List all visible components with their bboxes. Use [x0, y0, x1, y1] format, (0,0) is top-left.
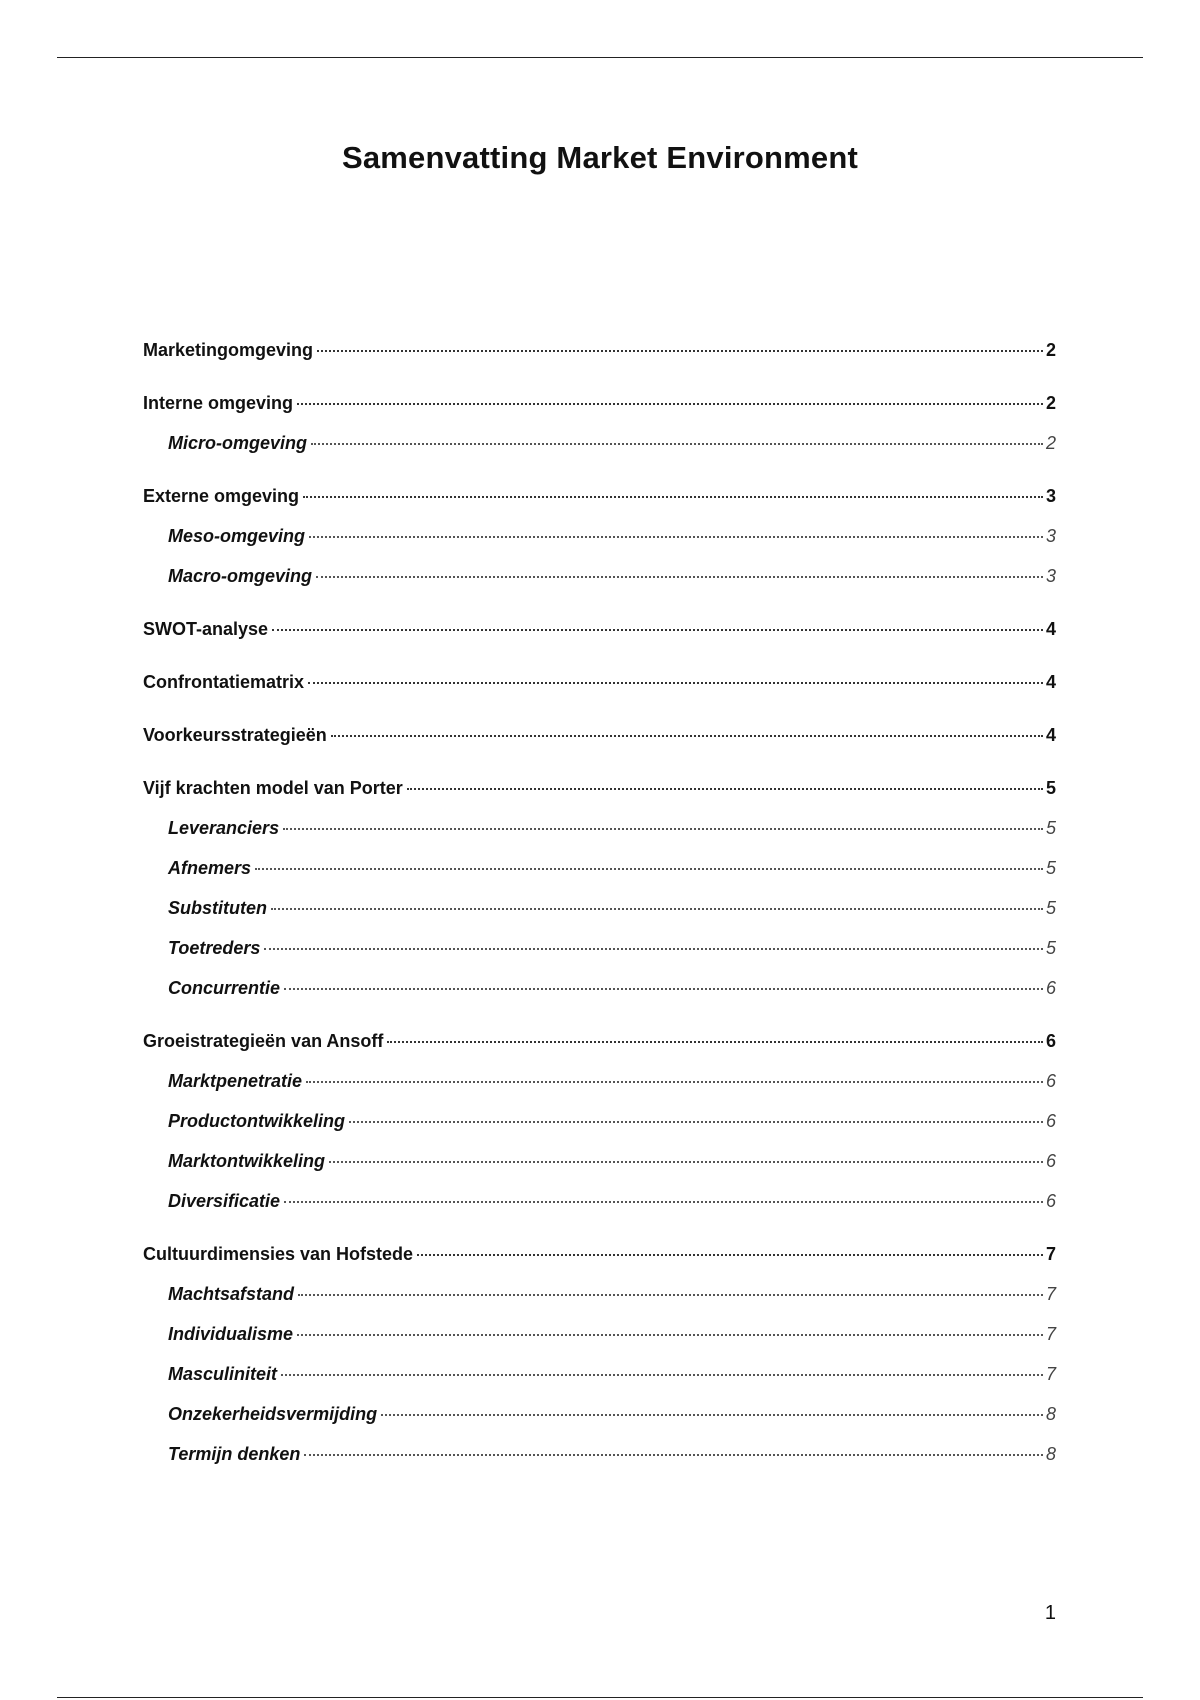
- toc-dot-leader: [317, 350, 1043, 352]
- toc-subentry[interactable]: [143, 1284, 1056, 1313]
- toc-entry-page: 8: [1045, 1444, 1056, 1464]
- toc-entry-page: 6: [1045, 1071, 1056, 1091]
- toc-dot-leader: [309, 536, 1043, 538]
- toc-entry-page: 6: [1045, 1191, 1056, 1211]
- toc-entry-page: 2: [1045, 340, 1056, 360]
- toc-entry-label: Voorkeursstrategieën: [143, 725, 327, 745]
- toc-dot-leader: [329, 1161, 1043, 1163]
- toc-entry-label: Productontwikkeling: [168, 1111, 346, 1131]
- toc-entry-label: Cultuurdimensies van Hofstede: [143, 1244, 414, 1264]
- toc-dot-leader: [283, 828, 1043, 830]
- toc-subentry[interactable]: [143, 566, 1056, 595]
- toc-subentry[interactable]: [143, 1111, 1056, 1140]
- toc-dot-leader: [297, 1334, 1043, 1336]
- toc-entry-label: Individualisme: [168, 1324, 294, 1344]
- toc-entry-page: 6: [1045, 1151, 1056, 1171]
- toc-entry-label: Concurrentie: [168, 978, 281, 998]
- toc-entry-label: Vijf krachten model van Porter: [143, 778, 403, 798]
- toc-dot-leader: [316, 576, 1043, 578]
- toc-dot-leader: [308, 682, 1043, 684]
- toc-entry-page: 7: [1045, 1284, 1056, 1304]
- toc-entry-page: 8: [1045, 1404, 1056, 1424]
- toc-entry-label: Termijn denken: [168, 1444, 301, 1464]
- toc-entry[interactable]: [143, 340, 1056, 369]
- toc-entry[interactable]: [143, 1244, 1056, 1273]
- toc-dot-leader: [304, 1454, 1043, 1456]
- toc-entry-page: 5: [1045, 778, 1056, 798]
- toc-dot-leader: [331, 735, 1043, 737]
- table-of-contents: [143, 340, 1056, 1473]
- toc-entry[interactable]: [143, 778, 1056, 807]
- toc-entry-label: Afnemers: [168, 858, 252, 878]
- toc-subentry[interactable]: [143, 898, 1056, 927]
- toc-entry-label: Meso-omgeving: [168, 526, 306, 546]
- toc-subentry[interactable]: [143, 433, 1056, 462]
- toc-entry-page: 3: [1045, 566, 1056, 586]
- toc-entry[interactable]: [143, 619, 1056, 648]
- toc-dot-leader: [349, 1121, 1043, 1123]
- toc-dot-leader: [407, 788, 1043, 790]
- toc-subentry[interactable]: [143, 1324, 1056, 1353]
- toc-entry-page: 2: [1045, 393, 1056, 413]
- toc-entry-label: Confrontatiematrix: [143, 672, 305, 692]
- footer-rule: [57, 1697, 1143, 1698]
- toc-subentry[interactable]: [143, 1151, 1056, 1180]
- toc-entry-label: Marktontwikkeling: [168, 1151, 326, 1171]
- toc-dot-leader: [255, 868, 1043, 870]
- toc-dot-leader: [298, 1294, 1043, 1296]
- toc-entry[interactable]: [143, 486, 1056, 515]
- toc-subentry[interactable]: [143, 1404, 1056, 1433]
- toc-entry[interactable]: [143, 1031, 1056, 1060]
- toc-entry-label: Substituten: [168, 898, 267, 918]
- toc-entry-label: Marktpenetratie: [168, 1071, 303, 1091]
- toc-entry-page: 4: [1045, 725, 1056, 745]
- toc-entry-page: 6: [1045, 1031, 1056, 1051]
- toc-entry-page: 2: [1045, 433, 1056, 453]
- toc-entry-label: Interne omgeving: [143, 393, 294, 413]
- toc-entry[interactable]: [143, 393, 1056, 422]
- toc-dot-leader: [264, 948, 1043, 950]
- toc-subentry[interactable]: [143, 938, 1056, 967]
- toc-entry-label: Toetreders: [168, 938, 261, 958]
- toc-entry-label: Externe omgeving: [143, 486, 300, 506]
- toc-entry-page: 5: [1045, 818, 1056, 838]
- toc-dot-leader: [272, 629, 1043, 631]
- toc-subentry[interactable]: [143, 978, 1056, 1007]
- toc-entry-page: 6: [1045, 978, 1056, 998]
- toc-dot-leader: [417, 1254, 1043, 1256]
- toc-entry-label: Masculiniteit: [168, 1364, 278, 1384]
- toc-dot-leader: [297, 403, 1043, 405]
- toc-entry-page: 4: [1045, 619, 1056, 639]
- toc-dot-leader: [281, 1374, 1043, 1376]
- toc-entry[interactable]: [143, 672, 1056, 701]
- toc-entry-label: Diversificatie: [168, 1191, 281, 1211]
- toc-entry[interactable]: [143, 725, 1056, 754]
- toc-entry-label: Machtsafstand: [168, 1284, 295, 1304]
- toc-entry-page: 5: [1045, 938, 1056, 958]
- toc-entry-label: Onzekerheidsvermijding: [168, 1404, 378, 1424]
- toc-entry-page: 4: [1045, 672, 1056, 692]
- toc-entry-label: Marketingomgeving: [143, 340, 314, 360]
- toc-entry-page: 7: [1045, 1244, 1056, 1264]
- document-title: Samenvatting Market Environment: [341, 140, 859, 175]
- header-rule: [57, 57, 1143, 58]
- toc-dot-leader: [306, 1081, 1043, 1083]
- toc-dot-leader: [311, 443, 1043, 445]
- toc-dot-leader: [284, 1201, 1043, 1203]
- toc-entry-page: 7: [1045, 1324, 1056, 1344]
- toc-subentry[interactable]: [143, 858, 1056, 887]
- page-number: 1: [1044, 1602, 1056, 1624]
- toc-dot-leader: [271, 908, 1043, 910]
- toc-subentry[interactable]: [143, 1191, 1056, 1220]
- toc-subentry[interactable]: [143, 1444, 1056, 1473]
- toc-dot-leader: [381, 1414, 1043, 1416]
- toc-entry-page: 3: [1045, 526, 1056, 546]
- toc-subentry[interactable]: [143, 818, 1056, 847]
- toc-entry-label: Micro-omgeving: [168, 433, 308, 453]
- toc-entry-label: Macro-omgeving: [168, 566, 313, 586]
- toc-entry-label: SWOT-analyse: [143, 619, 269, 639]
- toc-entry-page: 6: [1045, 1111, 1056, 1131]
- toc-entry-label: Groeistrategieën van Ansoff: [143, 1031, 384, 1051]
- toc-entry-page: 3: [1045, 486, 1056, 506]
- toc-entry-page: 7: [1045, 1364, 1056, 1384]
- toc-subentry[interactable]: [143, 1071, 1056, 1100]
- toc-entry-page: 5: [1045, 858, 1056, 878]
- toc-dot-leader: [303, 496, 1043, 498]
- toc-entry-page: 5: [1045, 898, 1056, 918]
- toc-dot-leader: [284, 988, 1043, 990]
- toc-entry-label: Leveranciers: [168, 818, 280, 838]
- toc-dot-leader: [387, 1041, 1043, 1043]
- toc-subentry[interactable]: [143, 526, 1056, 555]
- toc-subentry[interactable]: [143, 1364, 1056, 1393]
